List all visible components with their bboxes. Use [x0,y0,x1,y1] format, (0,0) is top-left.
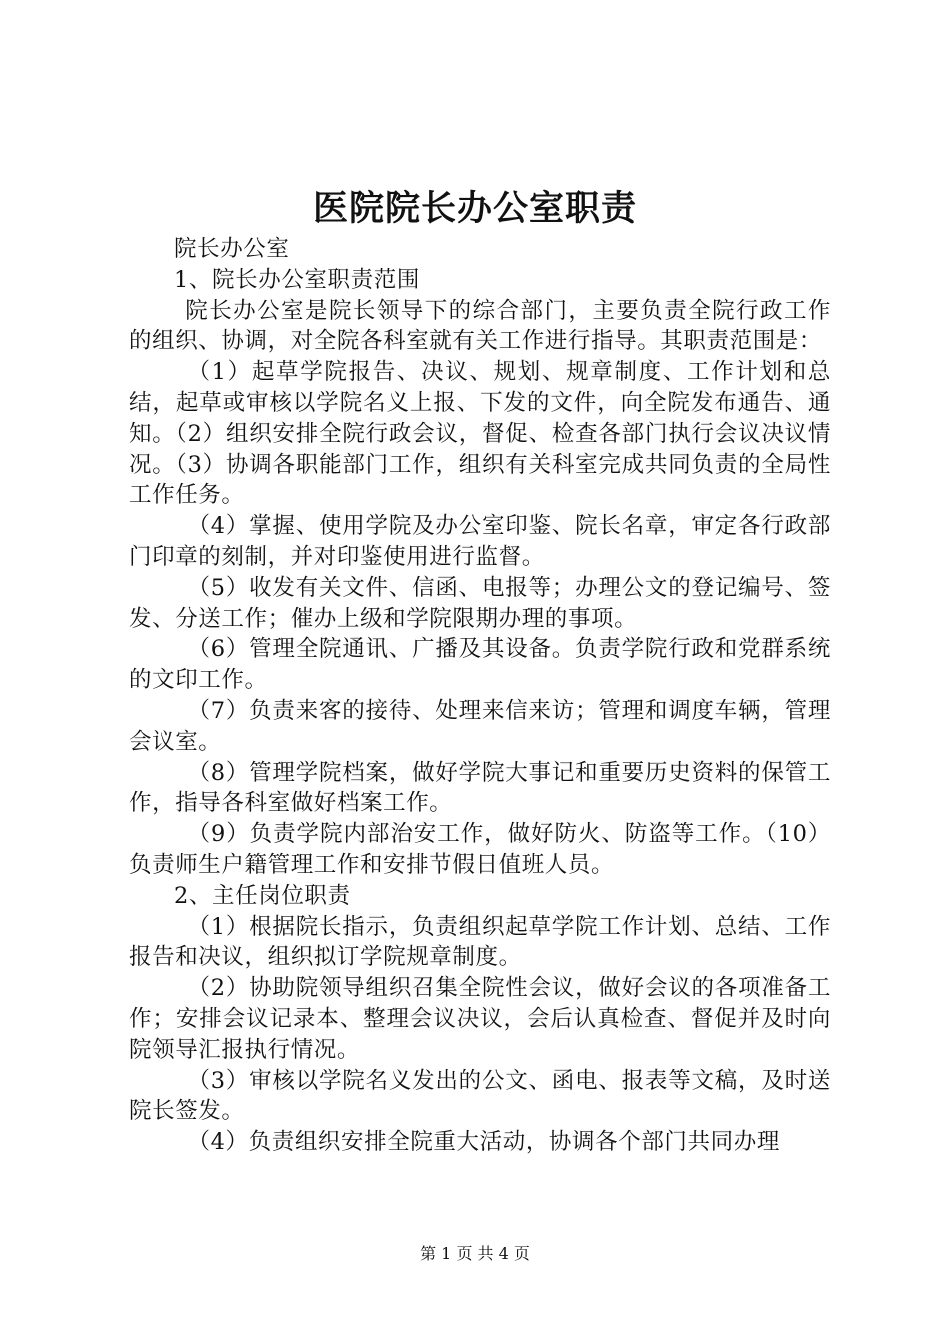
section-heading-office: 院长办公室 [174,236,290,262]
paragraph-item-6: （6）管理全院通讯、广播及其设备。负责学院行政和党群系统的文印工作。 [129,636,831,694]
paragraph-duty-2: （2）协助院领导组织召集全院性会议，做好会议的各项准备工作；安排会议记录本、整理会议决议，会后认真检查、督促并及时向院领导汇报执行情况。 [129,975,831,1063]
document-title: 医院院长办公室职责 [312,188,637,229]
page-number-footer: 第 1 页 共 4 页 [420,1244,530,1263]
paragraph-duty-1: （1）根据院长指示，负责组织起草学院工作计划、总结、工作报告和决议，组织拟订学院规章制度。 [129,913,831,971]
document-body [129,234,831,1158]
paragraph-item-8: （8）管理学院档案，做好学院大事记和重要历史资料的保管工作，指导各科室做好档案工作。 [129,759,831,817]
paragraph-item-1-3: （1）起草学院报告、决议、规划、规章制度、工作计划和总结，起草或审核以学院名义上报、下发的文件，向全院发布通告、通知。（2）组织安排全院行政会议，督促、检查各部门执行会议决议情况。（3）协调各职能部门工作，组织有关科室完成共同负责的全局性工作任务。 [129,359,831,509]
paragraph-duty-3: （3）审核以学院名义发出的公文、函电、报表等文稿，及时送院长签发。 [129,1067,831,1125]
section-heading-director: 2、主任岗位职责 [174,882,351,909]
paragraph-intro: 院长办公室是院长领导下的综合部门，主要负责全院行政工作的组织、协调，对全院各科室就有关工作进行指导。其职责范围是： [129,297,831,355]
paragraph-item-7: （7）负责来客的接待、处理来信来访；管理和调度车辆，管理会议室。 [129,697,831,755]
section-heading-scope: 1、院长办公室职责范围 [174,266,420,293]
paragraph-item-9-10: （9）负责学院内部治安工作，做好防火、防盗等工作。（10）负责师生户籍管理工作和安排节假日值班人员。 [129,821,831,878]
paragraph-duty-4: （4）负责组织安排全院重大活动，协调各个部门共同办理 [187,1129,780,1156]
paragraph-item-4: （4）掌握、使用学院及办公室印鉴、院长名章，审定各行政部门印章的刻制，并对印鉴使用进行监督。 [129,513,831,570]
paragraph-item-5: （5）收发有关文件、信函、电报等；办理公文的登记编号、签发、分送工作；催办上级和学院限期办理的事项。 [129,574,831,632]
